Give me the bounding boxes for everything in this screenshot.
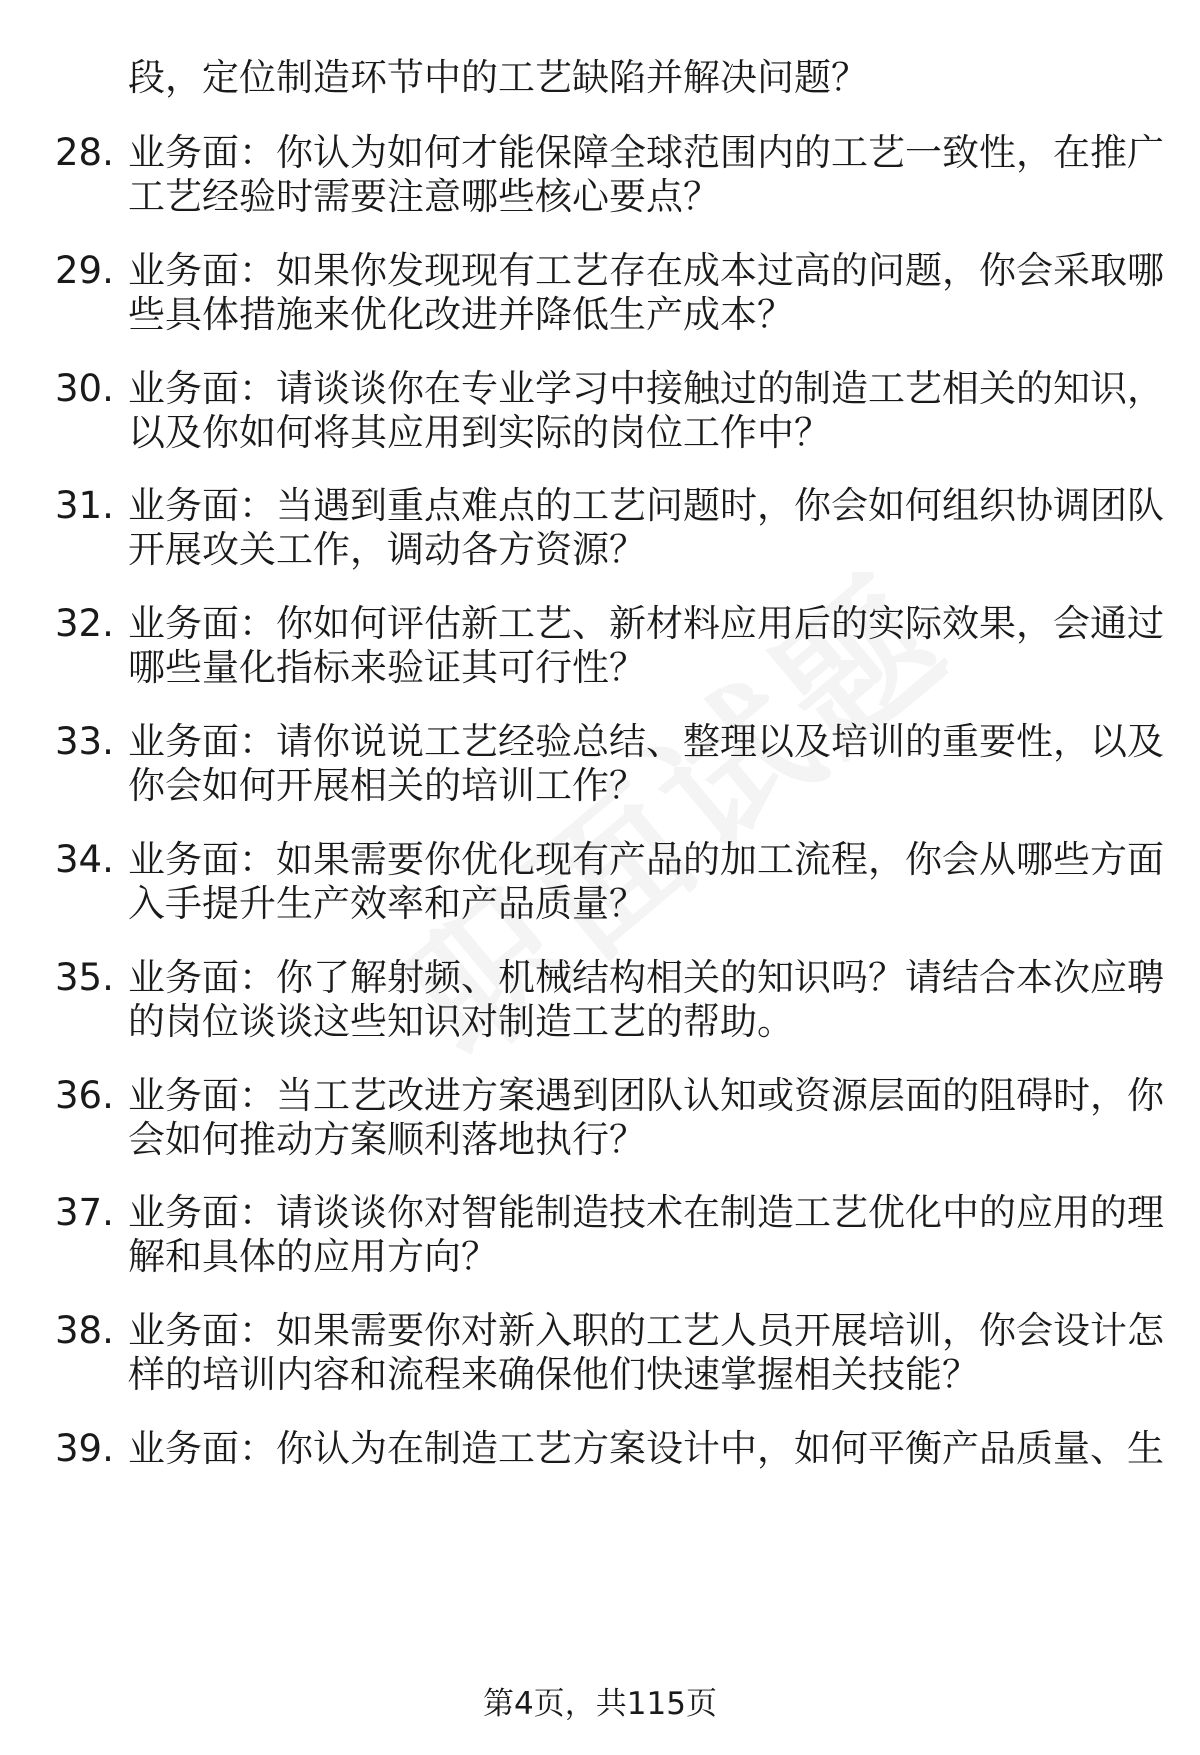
- question-line: 业务面：请谈谈你在专业学习中接触过的制造工艺相关的知识，: [128, 367, 1164, 410]
- question-line: 业务面：如果需要你优化现有产品的加工流程，你会从哪些方面: [128, 838, 1164, 881]
- question-line: 业务面：你如何评估新工艺、新材料应用后的实际效果，会通过: [128, 602, 1164, 645]
- question-line: 你会如何开展相关的培训工作？: [128, 764, 646, 807]
- question-number: 31.: [55, 484, 114, 527]
- question-line: 以及你如何将其应用到实际的岗位工作中？: [128, 411, 831, 454]
- question-line: 开展攻关工作，调动各方资源？: [128, 528, 646, 571]
- question-number: 33.: [55, 720, 114, 763]
- question-number: 35.: [55, 956, 114, 999]
- question-line: 工艺经验时需要注意哪些核心要点？: [128, 175, 720, 218]
- question-number: 28.: [55, 131, 114, 174]
- question-line: 业务面：你认为在制造工艺方案设计中，如何平衡产品质量、生: [128, 1427, 1164, 1470]
- question-line: 入手提升生产效率和产品质量？: [128, 882, 646, 925]
- question-number: 32.: [55, 602, 114, 645]
- page-footer: 第4页，共115页: [483, 1686, 717, 1722]
- question-number: 36.: [55, 1074, 114, 1117]
- question-line: 会如何推动方案顺利落地执行？: [128, 1118, 646, 1161]
- question-line: 业务面：如果你发现现有工艺存在成本过高的问题，你会采取哪: [128, 249, 1164, 292]
- question-line: 些具体措施来优化改进并降低生产成本？: [128, 293, 794, 336]
- question-line: 样的培训内容和流程来确保他们快速掌握相关技能？: [128, 1353, 979, 1396]
- question-number: 34.: [55, 838, 114, 881]
- question-line: 业务面：当工艺改进方案遇到团队认知或资源层面的阻碍时，你: [128, 1074, 1164, 1117]
- question-line: 业务面：当遇到重点难点的工艺问题时，你会如何组织协调团队: [128, 484, 1164, 527]
- continuation-line: 段，定位制造环节中的工艺缺陷并解决问题？: [128, 56, 868, 99]
- question-line: 业务面：如果需要你对新入职的工艺人员开展培训，你会设计怎: [128, 1309, 1164, 1352]
- question-line: 哪些量化指标来验证其可行性？: [128, 646, 646, 689]
- question-number: 29.: [55, 249, 114, 292]
- question-number: 39.: [55, 1427, 114, 1470]
- question-number: 30.: [55, 367, 114, 410]
- question-line: 业务面：请你说说工艺经验总结、整理以及培训的重要性，以及: [128, 720, 1164, 763]
- question-number: 38.: [55, 1309, 114, 1352]
- question-line: 解和具体的应用方向？: [128, 1235, 498, 1278]
- question-number: 37.: [55, 1191, 114, 1234]
- question-line: 业务面：请谈谈你对智能制造技术在制造工艺优化中的应用的理: [128, 1191, 1164, 1234]
- question-line: 业务面：你认为如何才能保障全球范围内的工艺一致性，在推广: [128, 131, 1164, 174]
- question-line: 的岗位谈谈这些知识对制造工艺的帮助。: [128, 1000, 794, 1043]
- question-line: 业务面：你了解射频、机械结构相关的知识吗？请结合本次应聘: [128, 956, 1164, 999]
